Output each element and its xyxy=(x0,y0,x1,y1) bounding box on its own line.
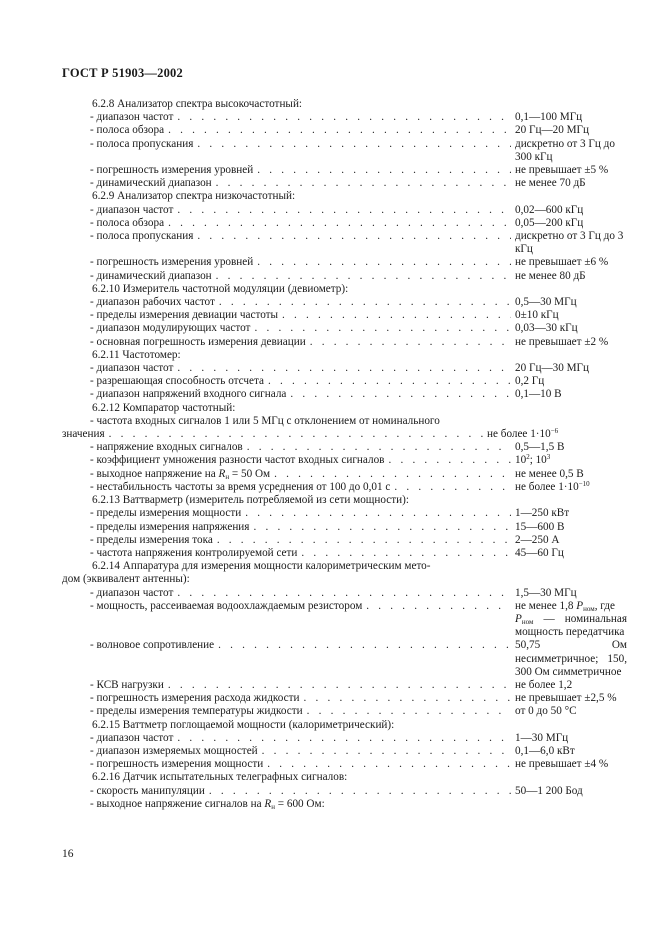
spec-row xyxy=(62,137,615,164)
spec-value: 0,2 Гц xyxy=(515,375,545,388)
spec-value: 0,5—1,5 В xyxy=(515,441,565,454)
spec-row xyxy=(62,230,624,256)
spec-label: - диапазон частот xyxy=(90,586,174,599)
spec-row xyxy=(62,335,609,349)
spec-label: - диапазон рабочих частот xyxy=(90,296,215,309)
section-title: 6.2.15 Ваттметр поглощаемой мощности (калориметрический): xyxy=(92,718,395,731)
page-number: 16 xyxy=(62,848,74,860)
spec-value: 15—600 В xyxy=(515,520,565,533)
spec-label: - диапазон напряжений входного сигнала xyxy=(90,388,287,401)
spec-value: не менее 70 дБ xyxy=(515,177,586,190)
spec-row xyxy=(62,296,598,309)
section-title: 6.2.12 Компаратор частотный: xyxy=(92,401,236,414)
spec-value: 0,5—30 МГц xyxy=(515,296,577,309)
spec-label: - полоса обзора xyxy=(90,216,165,229)
spec-row xyxy=(62,587,598,600)
spec-value: не менее 0,5 В xyxy=(515,467,584,480)
spec-value: не превышает ±6 % xyxy=(515,256,609,269)
section-title: 6.2.10 Измеритель частотной модуляции (девиометр): xyxy=(92,282,349,295)
spec-label: - пределы измерения тока xyxy=(90,533,213,546)
spec-row xyxy=(62,639,627,679)
spec-row xyxy=(62,428,598,441)
spec-label: - полоса обзора xyxy=(90,124,165,137)
spec-label: - динамический диапазон xyxy=(90,177,212,190)
section-title: 6.2.9 Анализатор спектра низкочастотный: xyxy=(92,190,296,203)
spec-label: - диапазон модулирующих частот xyxy=(90,322,251,335)
spec-label: - диапазон частот xyxy=(90,731,174,744)
spec-row xyxy=(62,256,609,269)
spec-value: не более $1\cdot 10^{-6}$ xyxy=(487,427,559,441)
spec-value: не менее 80 дБ xyxy=(515,269,586,282)
section-title: 6.2.16 Датчик испытательных телеграфных сигналов: xyxy=(92,771,348,784)
spec-value: 0,1—100 МГц xyxy=(515,111,583,124)
spec-label: - погрешность измерения уровней xyxy=(90,164,254,177)
spec-row xyxy=(62,468,598,481)
spec-row xyxy=(62,124,598,137)
spec-label: - диапазон частот xyxy=(90,111,174,124)
spec-label: - коэффициент умножения разности частот входных сигналов xyxy=(90,454,385,467)
spec-label: - напряжение входных сигналов xyxy=(90,441,243,454)
spec-label: - полоса пропускания xyxy=(90,230,194,243)
spec-row xyxy=(62,534,598,547)
spec-value: не превышает ±2,5 % xyxy=(515,692,617,705)
spec-value: 50—1 200 Бод xyxy=(515,784,583,797)
spec-row xyxy=(62,785,598,798)
spec-row xyxy=(62,441,598,454)
spec-value: не превышает ±5 % xyxy=(515,164,609,177)
spec-value: 45—60 Гц xyxy=(515,546,564,559)
spec-row xyxy=(62,177,598,190)
spec-value: не менее 1,8 $P_{ном}$, где $P_{ном}$ — номинальная мощность передатчика xyxy=(515,599,627,639)
spec-label: - погрешность измерения расхода жидкости xyxy=(90,692,300,705)
spec-label: - мощность, рассеиваемая водоохлаждаемым резистором xyxy=(90,599,363,612)
spec-label: - выходное напряжение на $R_н = 50$ Ом xyxy=(90,467,271,481)
spec-label: - частота напряжения контролируемой сети xyxy=(90,546,298,559)
spec-value: не более 1,2 xyxy=(515,678,573,691)
spec-label: значения xyxy=(62,428,105,441)
document-body xyxy=(62,98,627,811)
spec-row xyxy=(62,322,598,335)
section-title: 6.2.14 Аппаратура для измерения мощности калориметрическим мето- xyxy=(92,560,431,573)
spec-value: 2—250 А xyxy=(515,533,560,546)
spec-row xyxy=(62,507,598,520)
spec-row xyxy=(62,111,598,124)
spec-row xyxy=(62,217,598,230)
spec-row xyxy=(62,309,598,322)
spec-label-long: - частота входных сигналов 1 или 5 МГц с отклонением от номинального xyxy=(90,414,440,427)
spec-row xyxy=(62,164,609,177)
spec-value: от 0 до 50 °С xyxy=(515,705,577,718)
spec-value: 0±10 кГц xyxy=(515,309,559,322)
spec-row xyxy=(62,481,598,494)
spec-value: 0,03—30 кГц xyxy=(515,322,578,335)
spec-value: 1—30 МГц xyxy=(515,731,569,744)
spec-label: - пределы измерения мощности xyxy=(90,507,242,520)
section-title: 6.2.13 Ваттварметр (измеритель потребляемой из сети мощности): xyxy=(92,494,409,507)
spec-label: - динамический диапазон xyxy=(90,269,212,282)
spec-label: - диапазон измеряемых мощностей xyxy=(90,744,258,757)
spec-value: 20 Гц—20 МГц xyxy=(515,124,590,137)
section-title-continued: дом (эквивалент антенны): xyxy=(62,573,190,586)
spec-value: не превышает ±4 % xyxy=(515,758,609,771)
spec-label: - разрешающая способность отсчета xyxy=(90,375,265,388)
section-title: 6.2.8 Анализатор спектра высокочастотный: xyxy=(92,98,303,110)
document-code-header: ГОСТ Р 51903—2002 xyxy=(62,66,183,80)
spec-label: - КСВ нагрузки xyxy=(90,678,164,691)
spec-value: дискретно от 3 Гц до 300 кГц xyxy=(515,137,615,163)
spec-value: не более $1\cdot 10^{-10}$ xyxy=(515,479,590,493)
spec-row xyxy=(62,758,609,771)
spec-row xyxy=(62,270,598,283)
spec-label: - нестабильность частоты за время усреднения от 100 до 0,01 с xyxy=(90,480,391,493)
spec-label: - пределы измерения девиации частоты xyxy=(90,309,279,322)
spec-value: дискретно от 3 Гц до 3 кГц xyxy=(515,230,624,256)
spec-label: - погрешность измерения уровней xyxy=(90,256,254,269)
spec-value: 20 Гц—30 МГц xyxy=(515,362,590,375)
spec-value: не превышает ±2 % xyxy=(515,335,609,348)
spec-label: - основная погрешность измерения девиации xyxy=(90,335,306,348)
spec-row xyxy=(62,375,598,388)
spec-value: 0,1—10 В xyxy=(515,388,562,401)
spec-value: 1,5—30 МГц xyxy=(515,586,577,599)
spec-label: - пределы измерения напряжения xyxy=(90,520,250,533)
spec-row xyxy=(62,547,598,560)
spec-value: 0,1—6,0 кВт xyxy=(515,744,575,757)
spec-value: 0,05—200 кГц xyxy=(515,216,584,229)
spec-row xyxy=(62,204,598,217)
spec-label: - полоса пропускания xyxy=(90,137,194,150)
spec-row xyxy=(62,388,598,401)
spec-row xyxy=(62,521,598,534)
spec-row xyxy=(62,454,598,467)
spec-value: $10^2$; $10^3$ xyxy=(515,453,551,467)
spec-value: 50,75 Ом несимметричное; 150, 300 Ом симметричное xyxy=(515,639,627,678)
spec-row xyxy=(62,362,598,375)
spec-label: - диапазон частот xyxy=(90,203,174,216)
spec-row xyxy=(62,599,627,640)
spec-label: - выходное напряжение сигналов на $R_н = 600$ Ом: xyxy=(90,797,325,811)
spec-label: - диапазон частот xyxy=(90,362,174,375)
spec-label: - пределы измерения температуры жидкости xyxy=(90,705,303,718)
spec-label: - скорость манипуляции xyxy=(90,784,205,797)
spec-value: 0,02—600 кГц xyxy=(515,203,584,216)
spec-row xyxy=(62,745,598,758)
spec-row xyxy=(62,692,617,705)
spec-row xyxy=(62,732,598,745)
spec-row xyxy=(62,679,598,692)
spec-label: - волновое сопротивление xyxy=(90,639,215,652)
spec-value: 1—250 кВт xyxy=(515,507,570,520)
section-title: 6.2.11 Частотомер: xyxy=(92,348,181,361)
spec-row xyxy=(62,705,598,718)
spec-label: - погрешность измерения мощности xyxy=(90,758,264,771)
